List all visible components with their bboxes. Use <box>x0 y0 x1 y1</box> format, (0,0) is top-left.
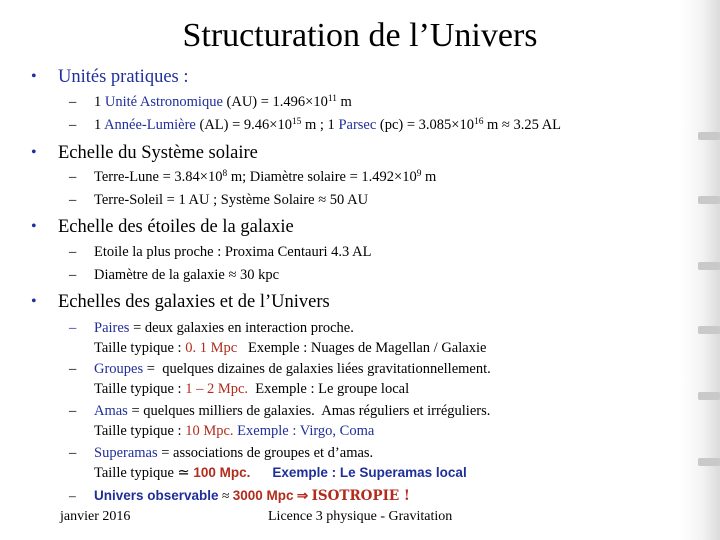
edge-mark <box>698 326 720 334</box>
isotropy-label: ISOTROPIE ! <box>311 488 410 504</box>
line-al: – 1 Année-Lumière $(AL) = 9.46\times 10^{15}$ m ; 1 Parsec $(pc) = 3.085\times 10^{16}$ m ≈ 3.25 AL <box>69 116 562 133</box>
term-observable: Univers observable <box>94 488 219 503</box>
dash-icon: – <box>69 445 77 461</box>
bullet-stars <box>31 216 294 238</box>
bullet-icon: • <box>31 293 37 310</box>
dash-icon: – <box>69 320 77 336</box>
dash-icon: – <box>69 244 77 260</box>
term-au: Unité Astronomique <box>104 94 223 110</box>
item-pairs: – Paires = deux galaxies en interaction proche. Taille typique : 0. 1 Mpc Exemple : Nuages de Magellan / Galaxie <box>69 320 487 356</box>
item-clusters: – Amas = quelques milliers de galaxies. Amas réguliers et irréguliers. Taille typique : 10 Mpc. Exemple : Virgo, Coma <box>69 403 491 439</box>
item-groups: – Groupes = quelques dizaines de galaxies liées gravitationnellement. Taille typique : 1 – 2 Mpc. Exemple : Le groupe local <box>69 361 491 397</box>
term-parsec: Parsec <box>338 117 377 133</box>
edge-mark <box>698 392 720 400</box>
edge-mark <box>698 196 720 204</box>
dash-icon: – <box>69 403 77 419</box>
dash-icon: – <box>69 192 77 208</box>
bullet-icon: • <box>31 218 37 235</box>
dash-icon: – <box>69 267 77 283</box>
size-groups: 1 – 2 Mpc. <box>185 381 249 397</box>
edge-mark <box>698 262 720 270</box>
term-al: Année-Lumière <box>104 117 196 133</box>
slide-title: Structuration de l’Univers <box>182 17 538 54</box>
item-superclusters: – Superamas = associations de groupes et d’amas. Taille typique ≃ 100 Mpc. Exemple : Le Superamas local <box>69 445 467 481</box>
line-earth-sun: – Terre-Soleil = 1 AU ; Système Solaire ≈ 50 AU <box>69 192 369 208</box>
heading-units: Unités pratiques : <box>58 67 189 87</box>
heading-galaxies: Echelles des galaxies et de l’Univers <box>58 292 330 312</box>
size-superclusters: 100 Mpc. <box>193 465 251 480</box>
implies-arrow-icon: ⇒ <box>293 488 312 503</box>
heading-solar: Echelle du Système solaire <box>58 143 258 163</box>
term-superclusters: Superamas <box>94 445 158 461</box>
dash-icon: – <box>69 94 77 110</box>
edge-mark <box>698 458 720 466</box>
bullet-units <box>31 66 189 88</box>
heading-stars: Echelle des étoiles de la galaxie <box>58 217 294 237</box>
dash-icon: – <box>69 169 77 185</box>
term-pairs: Paires <box>94 320 130 336</box>
item-observable: – Univers observable ≈ 3000 Mpc ⇒ ISOTROPIE ! <box>69 488 410 504</box>
footer-course: Licence 3 physique - Gravitation <box>268 509 453 524</box>
term-groups: Groupes <box>94 361 144 377</box>
dash-icon: – <box>69 117 77 133</box>
dash-icon: – <box>69 361 77 377</box>
line-earth-moon: – Terre-Lune = $3.84\times 10^8$ m; Diamètre solaire = $1.492\times 10^9$ m <box>69 168 437 185</box>
line-galaxy-diameter: – Diamètre de la galaxie ≈ 30 kpc <box>69 267 280 283</box>
bullet-solar <box>31 142 258 164</box>
bullet-galaxies <box>31 291 330 313</box>
line-au: – 1 Unité Astronomique $(AU) = 1.496\times 10^{11}$ m <box>69 93 352 110</box>
dash-icon: – <box>69 488 76 503</box>
size-pairs: 0. 1 Mpc <box>185 340 238 356</box>
size-observable: 3000 Mpc <box>232 488 294 503</box>
bullet-icon: • <box>31 68 37 85</box>
size-clusters: 10 Mpc. <box>185 423 234 439</box>
edge-mark <box>698 132 720 140</box>
bullet-icon: • <box>31 144 37 161</box>
term-clusters: Amas <box>94 403 128 419</box>
footer-date: janvier 2016 <box>60 509 131 524</box>
line-proxima: – Etoile la plus proche : Proxima Centauri 4.3 AL <box>69 244 372 260</box>
